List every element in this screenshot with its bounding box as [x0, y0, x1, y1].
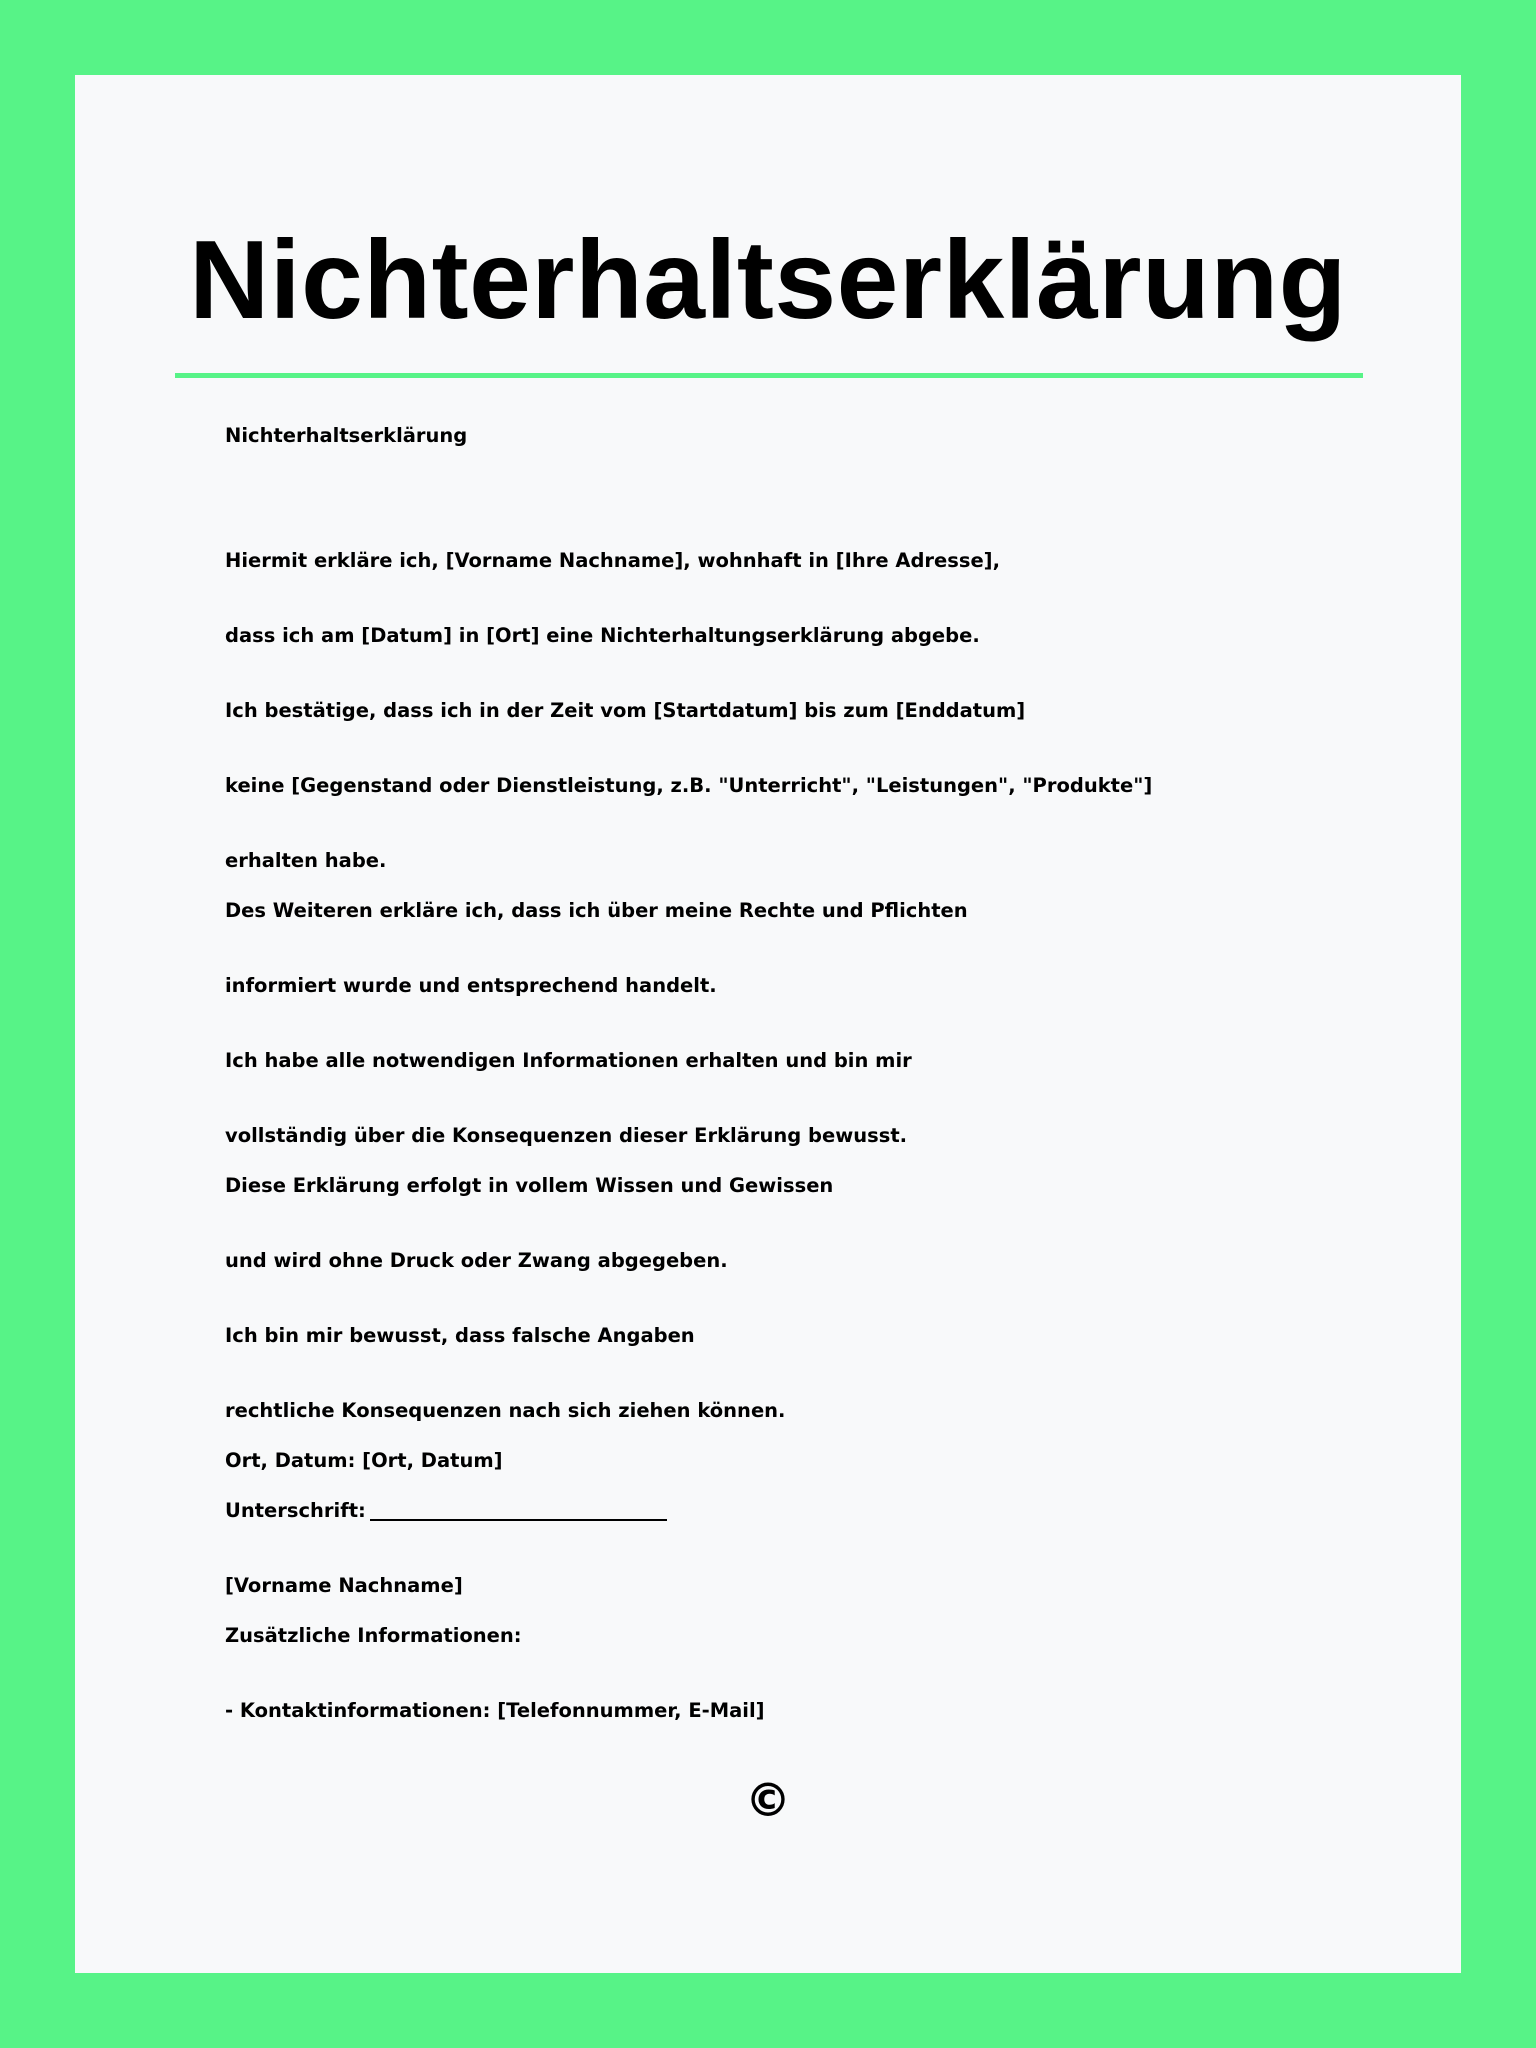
- copyright-icon: ©: [745, 1773, 791, 1827]
- signature-row: [225, 1498, 667, 1524]
- body-line: keine [Gegenstand oder Dienstleistung, z.B. "Unterricht", "Leistungen", "Produkte"]: [225, 774, 1153, 797]
- signature-label: Unterschrift:: [225, 1499, 366, 1522]
- body-line: Des Weiteren erkläre ich, dass ich über meine Rechte und Pflichten: [225, 899, 968, 922]
- contact-info-line: - Kontaktinformationen: [Telefonnummer, E-Mail]: [225, 1699, 765, 1722]
- document-page: [75, 75, 1461, 1973]
- additional-info-heading: Zusätzliche Informationen:: [225, 1624, 522, 1647]
- body-line: Diese Erklärung erfolgt in vollem Wissen und Gewissen: [225, 1174, 834, 1197]
- document-title: Nichterhaltserklärung: [189, 218, 1347, 342]
- place-date-line: Ort, Datum: [Ort, Datum]: [225, 1449, 503, 1472]
- body-line: Ich bin mir bewusst, dass falsche Angaben: [225, 1324, 695, 1347]
- body-line: Ich habe alle notwendigen Informationen erhalten und bin mir: [225, 1049, 912, 1072]
- body-line: vollständig über die Konsequenzen dieser Erklärung bewusst.: [225, 1124, 908, 1147]
- body-line: informiert wurde und entsprechend handelt.: [225, 974, 717, 997]
- title-divider: [175, 373, 1363, 378]
- signature-line: [370, 1519, 667, 1521]
- body-line: erhalten habe.: [225, 849, 387, 872]
- document-heading: Nichterhaltserklärung: [225, 424, 468, 447]
- signer-name: [Vorname Nachname]: [225, 1574, 463, 1597]
- body-line: Hiermit erkläre ich, [Vorname Nachname], wohnhaft in [Ihre Adresse],: [225, 549, 1001, 572]
- body-line: Ich bestätige, dass ich in der Zeit vom [Startdatum] bis zum [Enddatum]: [225, 699, 1026, 722]
- body-line: und wird ohne Druck oder Zwang abgegeben.: [225, 1249, 728, 1272]
- body-line: dass ich am [Datum] in [Ort] eine Nichterhaltungserklärung abgebe.: [225, 624, 980, 647]
- body-line: rechtliche Konsequenzen nach sich ziehen können.: [225, 1399, 786, 1422]
